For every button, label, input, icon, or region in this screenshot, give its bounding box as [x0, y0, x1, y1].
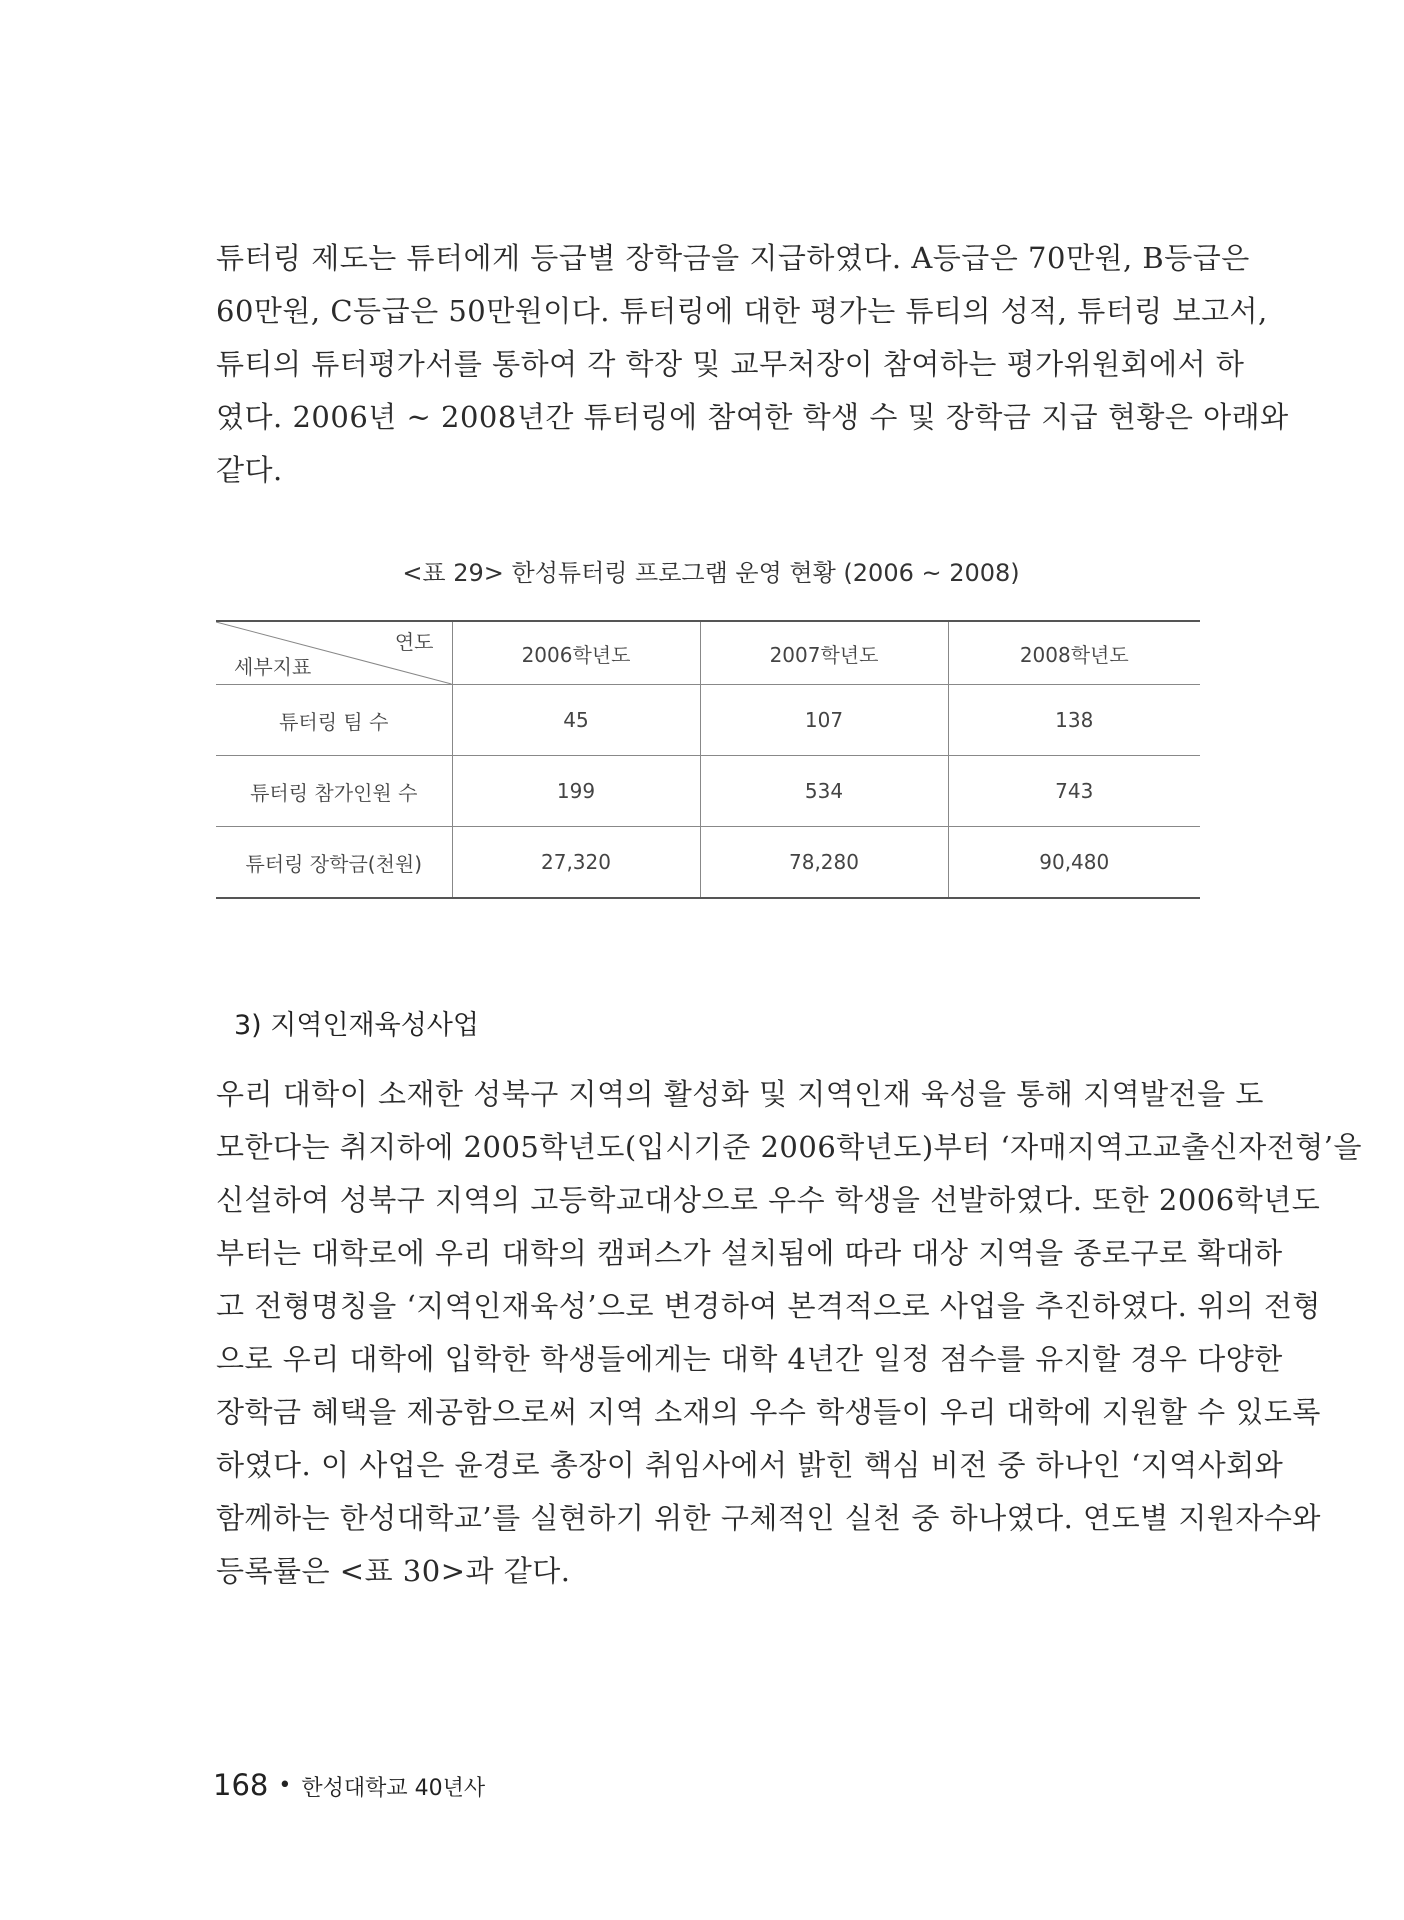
- table-cell: 78,280: [700, 827, 948, 899]
- text-line: 였다. 2006년 ~ 2008년간 튜터링에 참여한 학생 수 및 장학금 지급 현황은 아래와: [216, 400, 1289, 434]
- table-row: [216, 685, 1200, 756]
- text-line: 우리 대학이 소재한 성북구 지역의 활성화 및 지역인재 육성을 통해 지역발전을 도: [216, 1077, 1264, 1111]
- text-line: 60만원, C등급은 50만원이다. 튜터링에 대한 평가는 튜티의 성적, 튜터링 보고서,: [216, 294, 1268, 328]
- table-cell: 90,480: [948, 827, 1200, 899]
- text-line: 장학금 혜택을 제공함으로써 지역 소재의 우수 학생들이 우리 대학에 지원할 수 있도록: [216, 1395, 1321, 1429]
- table-cell: 199: [452, 756, 700, 827]
- text-line: 같다.: [216, 453, 283, 487]
- table-cell: 27,320: [452, 827, 700, 899]
- book-title: 한성대학교 40년사: [301, 1776, 486, 1801]
- text-line: 부터는 대학로에 우리 대학의 캠퍼스가 설치됨에 따라 대상 지역을 종로구로 확대하: [216, 1236, 1283, 1270]
- table-header-row: [216, 621, 1200, 685]
- table-cell: 534: [700, 756, 948, 827]
- section-title: 3) 지역인재육성사업: [234, 1010, 479, 1041]
- text-line: 튜티의 튜터평가서를 통하여 각 학장 및 교무처장이 참여하는 평가위원회에서 하: [216, 347, 1245, 381]
- year-axis-label: 연도: [394, 630, 434, 654]
- text-line: 튜터링 제도는 튜터에게 등급별 장학금을 지급하였다. A등급은 70만원, B등급은: [216, 241, 1250, 275]
- year-header-2006: 2006학년도: [452, 621, 700, 685]
- table-caption: <표 29> 한성튜터링 프로그램 운영 현황 (2006 ~ 2008): [402, 559, 1020, 587]
- text-line: 모한다는 취지하에 2005학년도(입시기준 2006학년도)부터 ‘자매지역고교출신자전형’을: [216, 1130, 1362, 1164]
- indicator-axis-label: 세부지표: [234, 655, 312, 679]
- table-cell: 107: [700, 685, 948, 756]
- row-label: 튜터링 장학금(천원): [216, 827, 452, 899]
- row-label: 튜터링 팀 수: [216, 685, 452, 756]
- text-line: 등록률은 <표 30>과 같다.: [216, 1554, 571, 1588]
- row-label: 튜터링 참가인원 수: [216, 756, 452, 827]
- paragraph-tutoring: [216, 232, 1289, 497]
- year-header-2008: 2008학년도: [948, 621, 1200, 685]
- paragraph-regional-talent: [216, 1068, 1362, 1598]
- table-cell: 743: [948, 756, 1200, 827]
- tutoring-table: [216, 620, 1200, 899]
- page-number: 168: [213, 1768, 269, 1802]
- bullet-separator: •: [278, 1773, 292, 1798]
- text-line: 으로 우리 대학에 입학한 학생들에게는 대학 4년간 일정 점수를 유지할 경우 다양한: [216, 1342, 1283, 1376]
- page-footer: [213, 1768, 485, 1802]
- table-row: [216, 756, 1200, 827]
- table-cell: 45: [452, 685, 700, 756]
- table-cell: 138: [948, 685, 1200, 756]
- table-row: [216, 827, 1200, 899]
- text-line: 함께하는 한성대학교’를 실현하기 위한 구체적인 실천 중 하나였다. 연도별 지원자수와: [216, 1501, 1321, 1535]
- text-line: 고 전형명칭을 ‘지역인재육성’으로 변경하여 본격적으로 사업을 추진하였다. 위의 전형: [216, 1289, 1321, 1323]
- corner-header-cell: [216, 621, 452, 685]
- year-header-2007: 2007학년도: [700, 621, 948, 685]
- text-line: 하였다. 이 사업은 윤경로 총장이 취임사에서 밝힌 핵심 비전 중 하나인 ‘지역사회와: [216, 1448, 1284, 1482]
- text-line: 신설하여 성북구 지역의 고등학교대상으로 우수 학생을 선발하였다. 또한 2006학년도: [216, 1183, 1321, 1217]
